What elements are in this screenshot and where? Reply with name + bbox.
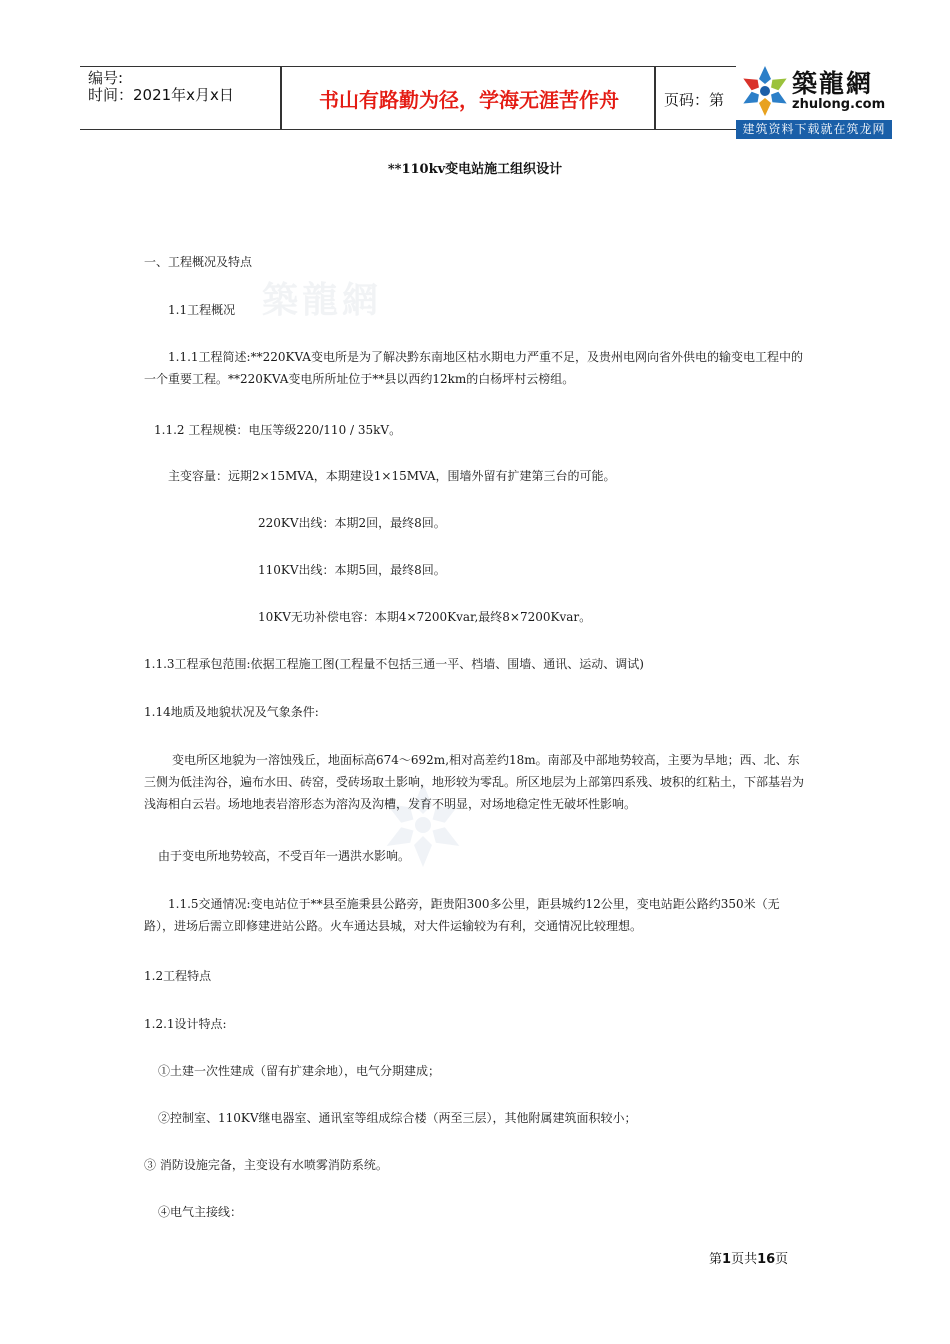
paragraph: 220KV出线：本期2回，最终8回。 bbox=[258, 516, 446, 530]
paragraph: 变电所区地貌为一溶蚀残丘，地面标高674～692m,相对高差约18m。南部及中部地势较高，主要为旱地；西、北、东三侧为低洼沟谷，遍布水田、砖窑，受砖场取土影响，地形较为零乱。所区地层为上部第四系残、坡积的红粘土，下部基岩为浅海相白云岩。场地地表岩溶形态为溶沟及沟槽，发育不明显，对场地稳定性无破坏性影响。 bbox=[144, 753, 805, 811]
paragraph: 由于变电所地势较高，不受百年一遇洪水影响。 bbox=[158, 849, 411, 863]
paragraph: 1.1.5交通情况:变电站位于**县至施秉县公路旁，距贵阳300多公里，距县城约12公里，变电站距公路约350米（无路），进场后需立即修建进站公路。火车通达县城，对大件运输较为有利，交通情况比较理想。 bbox=[144, 897, 780, 933]
header-divider bbox=[280, 67, 282, 129]
header-motto: 书山有路勤为径，学海无涯苦作舟 bbox=[319, 87, 619, 112]
footer-suffix: 页 bbox=[775, 1252, 789, 1267]
page-footer bbox=[709, 1248, 788, 1267]
subsection-heading: 1.2.1设计特点: bbox=[144, 1017, 227, 1031]
watermark-text: 築龍網 bbox=[262, 279, 383, 321]
paragraph: 110KV出线：本期5回，最终8回。 bbox=[258, 563, 446, 577]
paragraph: 1.1.2 工程规模：电压等级220/110 / 35kV。 bbox=[154, 423, 402, 437]
paragraph: 1.1.1工程简述:**220KVA变电所是为了解决黔东南地区枯水期电力严重不足，及贵州电网向省外供电的输变电工程中的一个重要工程。**220KVA变电所所址位于**县以西约12km的白杨坪村云榜组。 bbox=[144, 350, 803, 386]
logo-domain: zhulong.com bbox=[792, 97, 886, 112]
date-label: 时间：2021年x月x日 bbox=[88, 86, 234, 104]
footer-middle: 页共 bbox=[731, 1252, 758, 1267]
subsection-heading: 1.14地质及地貌状况及气象条件: bbox=[144, 705, 319, 719]
zhulong-logo[interactable] bbox=[736, 62, 892, 140]
list-item: ①土建一次性建成（留有扩建余地），电气分期建成； bbox=[158, 1064, 441, 1078]
paragraph: 1.1.3工程承包范围:依据工程施工图(工程量不包括三通一平、档墙、围墙、通讯、运动、调试) bbox=[144, 657, 644, 671]
footer-prefix: 第 bbox=[709, 1252, 723, 1267]
paragraph: 10KV无功补偿电容：本期4×7200Kvar,最终8×7200Kvar。 bbox=[258, 610, 592, 624]
header-meta bbox=[88, 70, 234, 104]
snowflake-logo-icon bbox=[738, 64, 792, 118]
logo-name: 築龍網 bbox=[792, 69, 874, 98]
list-item: ②控制室、110KV继电器室、通讯室等组成综合楼（两至三层），其他附属建筑面积较小； bbox=[158, 1111, 637, 1125]
subsection-heading: 1.2工程特点 bbox=[144, 969, 212, 983]
paragraph: 主变容量：远期2×15MVA，本期建设1×15MVA，围墙外留有扩建第三台的可能。 bbox=[168, 469, 616, 483]
document-title: **110kv变电站施工组织设计 bbox=[387, 162, 563, 177]
number-label: 编号: bbox=[88, 69, 124, 87]
footer-total-pages: 16 bbox=[757, 1252, 776, 1267]
page-number-label: 页码：第 bbox=[664, 91, 725, 109]
section-heading: 一、工程概况及特点 bbox=[144, 255, 253, 269]
subsection-heading: 1.1工程概况 bbox=[168, 303, 236, 317]
list-item: ④电气主接线： bbox=[158, 1205, 243, 1219]
logo-banner: 建筑资料下载就在筑龙网 bbox=[736, 120, 892, 139]
footer-current-page: 1 bbox=[722, 1252, 732, 1267]
list-item: ③ 消防设施完备，主变设有水喷雾消防系统。 bbox=[144, 1158, 388, 1172]
